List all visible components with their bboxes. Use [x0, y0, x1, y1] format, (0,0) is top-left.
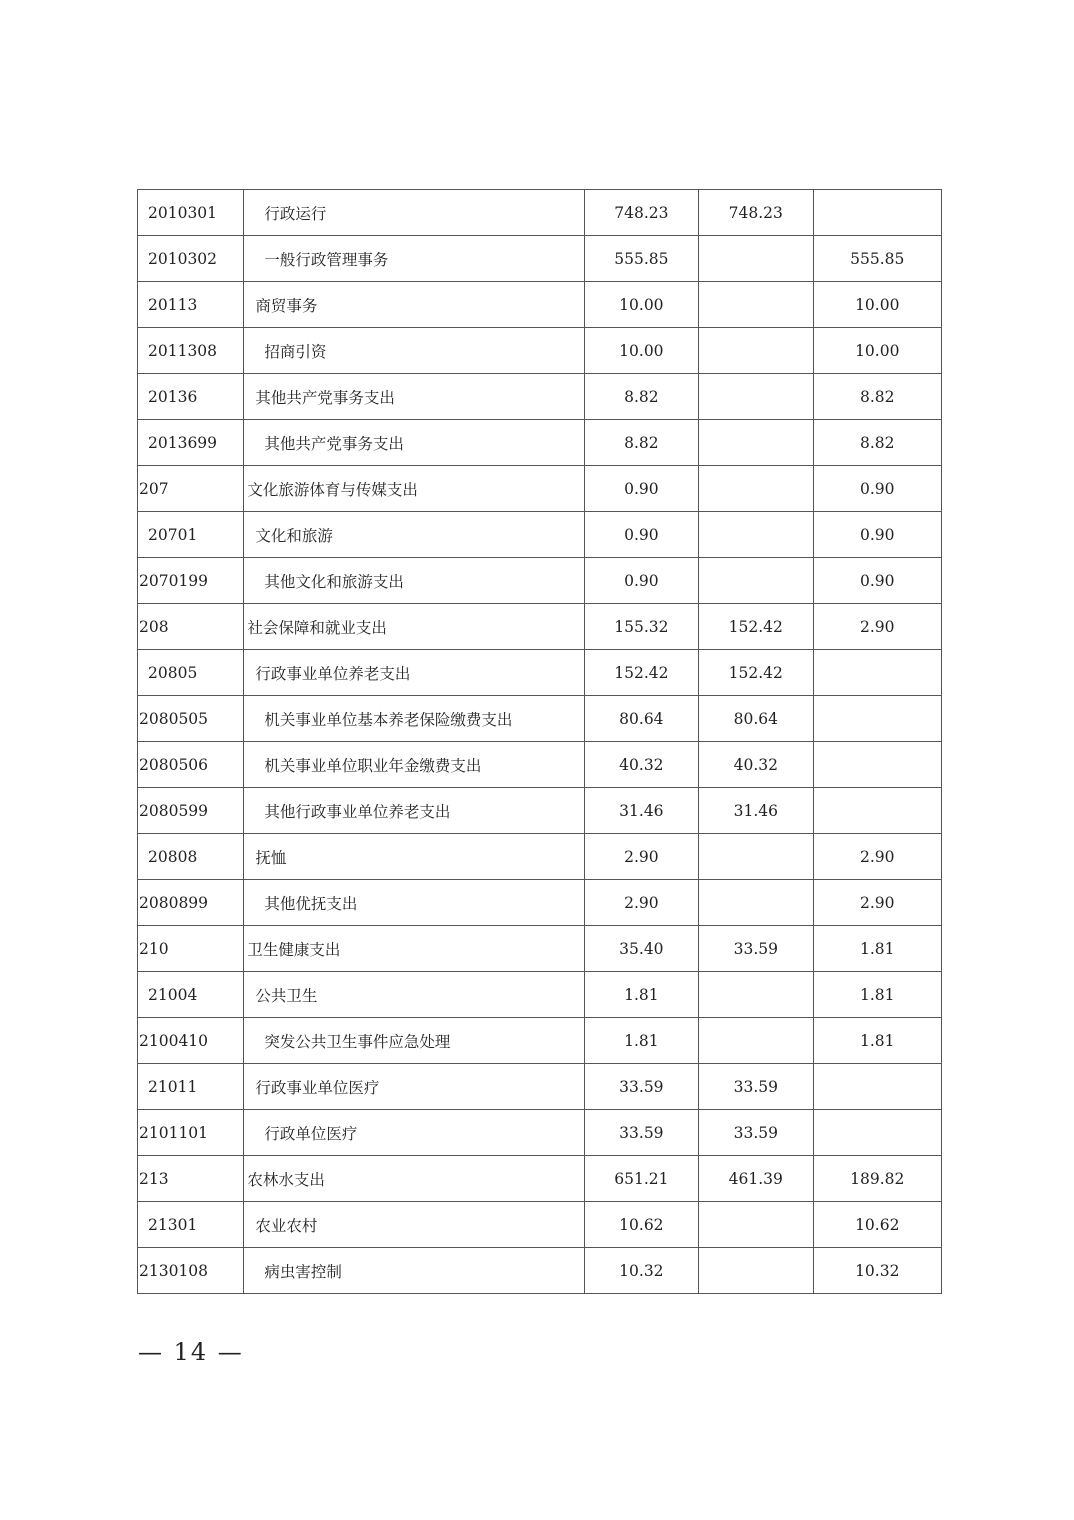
basic-expense-cell: 152.42 [699, 650, 813, 696]
table-row [138, 834, 942, 880]
name-cell: 病虫害控制 [244, 1248, 584, 1294]
basic-expense-cell [699, 374, 813, 420]
table-row [138, 742, 942, 788]
name-cell: 机关事业单位职业年金缴费支出 [244, 742, 584, 788]
total-cell: 33.59 [584, 1064, 698, 1110]
basic-expense-cell [699, 880, 813, 926]
project-expense-cell: 0.90 [813, 512, 942, 558]
basic-expense-cell [699, 1202, 813, 1248]
table-row [138, 374, 942, 420]
total-cell: 10.62 [584, 1202, 698, 1248]
code-cell: 2070199 [138, 558, 244, 604]
project-expense-cell [813, 190, 942, 236]
project-expense-cell [813, 1110, 942, 1156]
total-cell: 2.90 [584, 834, 698, 880]
project-expense-cell [813, 696, 942, 742]
total-cell: 10.32 [584, 1248, 698, 1294]
basic-expense-cell [699, 236, 813, 282]
code-cell: 213 [138, 1156, 244, 1202]
total-cell: 1.81 [584, 1018, 698, 1064]
basic-expense-cell: 748.23 [699, 190, 813, 236]
total-cell: 555.85 [584, 236, 698, 282]
project-expense-cell: 0.90 [813, 558, 942, 604]
table-row [138, 604, 942, 650]
name-cell: 一般行政管理事务 [244, 236, 584, 282]
table-row [138, 1018, 942, 1064]
total-cell: 10.00 [584, 328, 698, 374]
basic-expense-cell [699, 834, 813, 880]
name-cell: 抚恤 [244, 834, 584, 880]
page-number: — 14 — [138, 1338, 244, 1366]
project-expense-cell: 555.85 [813, 236, 942, 282]
project-expense-cell: 0.90 [813, 466, 942, 512]
code-cell: 2013699 [138, 420, 244, 466]
name-cell: 其他共产党事务支出 [244, 420, 584, 466]
project-expense-cell: 8.82 [813, 374, 942, 420]
total-cell: 35.40 [584, 926, 698, 972]
total-cell: 1.81 [584, 972, 698, 1018]
project-expense-cell: 10.62 [813, 1202, 942, 1248]
total-cell: 8.82 [584, 374, 698, 420]
basic-expense-cell [699, 1018, 813, 1064]
project-expense-cell: 2.90 [813, 604, 942, 650]
name-cell: 农业农村 [244, 1202, 584, 1248]
total-cell: 8.82 [584, 420, 698, 466]
total-cell: 152.42 [584, 650, 698, 696]
basic-expense-cell: 80.64 [699, 696, 813, 742]
total-cell: 2.90 [584, 880, 698, 926]
total-cell: 40.32 [584, 742, 698, 788]
code-cell: 2101101 [138, 1110, 244, 1156]
code-cell: 208 [138, 604, 244, 650]
name-cell: 公共卫生 [244, 972, 584, 1018]
total-cell: 651.21 [584, 1156, 698, 1202]
code-cell: 20808 [138, 834, 244, 880]
basic-expense-cell: 33.59 [699, 1110, 813, 1156]
table-row [138, 236, 942, 282]
code-cell: 2100410 [138, 1018, 244, 1064]
name-cell: 文化旅游体育与传媒支出 [244, 466, 584, 512]
code-cell: 2080506 [138, 742, 244, 788]
name-cell: 行政运行 [244, 190, 584, 236]
name-cell: 其他共产党事务支出 [244, 374, 584, 420]
basic-expense-cell [699, 512, 813, 558]
project-expense-cell: 10.32 [813, 1248, 942, 1294]
table-row [138, 512, 942, 558]
code-cell: 2010301 [138, 190, 244, 236]
table-row [138, 328, 942, 374]
basic-expense-cell: 31.46 [699, 788, 813, 834]
name-cell: 行政单位医疗 [244, 1110, 584, 1156]
table-row [138, 282, 942, 328]
name-cell: 文化和旅游 [244, 512, 584, 558]
code-cell: 20113 [138, 282, 244, 328]
total-cell: 31.46 [584, 788, 698, 834]
code-cell: 210 [138, 926, 244, 972]
table-row [138, 972, 942, 1018]
project-expense-cell: 189.82 [813, 1156, 942, 1202]
total-cell: 0.90 [584, 466, 698, 512]
table-row [138, 420, 942, 466]
code-cell: 2080599 [138, 788, 244, 834]
basic-expense-cell: 40.32 [699, 742, 813, 788]
code-cell: 20701 [138, 512, 244, 558]
name-cell: 突发公共卫生事件应急处理 [244, 1018, 584, 1064]
project-expense-cell: 10.00 [813, 282, 942, 328]
table-row [138, 880, 942, 926]
name-cell: 社会保障和就业支出 [244, 604, 584, 650]
code-cell: 2080899 [138, 880, 244, 926]
project-expense-cell: 1.81 [813, 972, 942, 1018]
basic-expense-cell: 33.59 [699, 926, 813, 972]
budget-table [137, 189, 942, 1294]
name-cell: 行政事业单位医疗 [244, 1064, 584, 1110]
code-cell: 20136 [138, 374, 244, 420]
basic-expense-cell [699, 558, 813, 604]
name-cell: 卫生健康支出 [244, 926, 584, 972]
total-cell: 748.23 [584, 190, 698, 236]
basic-expense-cell: 152.42 [699, 604, 813, 650]
table-row [138, 696, 942, 742]
code-cell: 20805 [138, 650, 244, 696]
table-row [138, 926, 942, 972]
code-cell: 207 [138, 466, 244, 512]
table-body [138, 190, 942, 1294]
name-cell: 农林水支出 [244, 1156, 584, 1202]
table-row [138, 1110, 942, 1156]
table-row [138, 1064, 942, 1110]
code-cell: 2130108 [138, 1248, 244, 1294]
code-cell: 2080505 [138, 696, 244, 742]
basic-expense-cell [699, 282, 813, 328]
basic-expense-cell [699, 328, 813, 374]
project-expense-cell: 1.81 [813, 926, 942, 972]
code-cell: 2011308 [138, 328, 244, 374]
basic-expense-cell [699, 466, 813, 512]
table-row [138, 1248, 942, 1294]
basic-expense-cell [699, 972, 813, 1018]
project-expense-cell: 10.00 [813, 328, 942, 374]
table-row [138, 190, 942, 236]
basic-expense-cell: 461.39 [699, 1156, 813, 1202]
basic-expense-cell: 33.59 [699, 1064, 813, 1110]
table-row [138, 558, 942, 604]
project-expense-cell [813, 788, 942, 834]
table-row [138, 1156, 942, 1202]
total-cell: 33.59 [584, 1110, 698, 1156]
name-cell: 机关事业单位基本养老保险缴费支出 [244, 696, 584, 742]
table-row [138, 466, 942, 512]
code-cell: 21301 [138, 1202, 244, 1248]
table-row [138, 1202, 942, 1248]
project-expense-cell [813, 650, 942, 696]
total-cell: 10.00 [584, 282, 698, 328]
name-cell: 其他文化和旅游支出 [244, 558, 584, 604]
table-row [138, 788, 942, 834]
name-cell: 其他优抚支出 [244, 880, 584, 926]
name-cell: 其他行政事业单位养老支出 [244, 788, 584, 834]
project-expense-cell: 2.90 [813, 834, 942, 880]
project-expense-cell [813, 1064, 942, 1110]
project-expense-cell [813, 742, 942, 788]
table-row [138, 650, 942, 696]
name-cell: 商贸事务 [244, 282, 584, 328]
total-cell: 0.90 [584, 512, 698, 558]
basic-expense-cell [699, 420, 813, 466]
project-expense-cell: 1.81 [813, 1018, 942, 1064]
code-cell: 21011 [138, 1064, 244, 1110]
basic-expense-cell [699, 1248, 813, 1294]
name-cell: 招商引资 [244, 328, 584, 374]
project-expense-cell: 2.90 [813, 880, 942, 926]
total-cell: 155.32 [584, 604, 698, 650]
name-cell: 行政事业单位养老支出 [244, 650, 584, 696]
project-expense-cell: 8.82 [813, 420, 942, 466]
code-cell: 2010302 [138, 236, 244, 282]
total-cell: 80.64 [584, 696, 698, 742]
total-cell: 0.90 [584, 558, 698, 604]
code-cell: 21004 [138, 972, 244, 1018]
